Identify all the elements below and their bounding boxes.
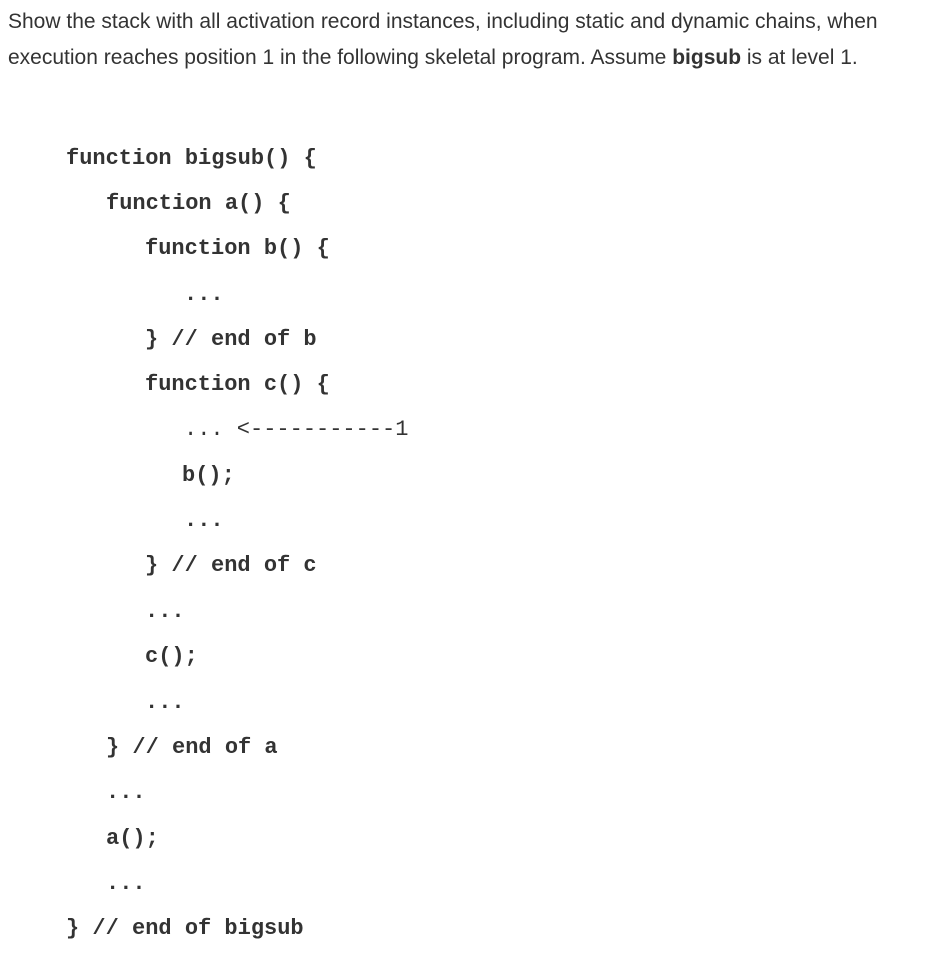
- question-text-part2: is at level 1.: [741, 46, 858, 69]
- code-line-a-end: } // end of a: [106, 735, 278, 760]
- code-line-bigsub-body-2: ...: [106, 871, 146, 896]
- bigsub-term: bigsub: [672, 46, 742, 69]
- code-line-a-start: function a() {: [106, 191, 291, 216]
- code-line-c-start: function c() {: [145, 372, 330, 397]
- code-line-b-body: ...: [184, 282, 224, 307]
- question-text-part1: Show the stack with all activation record instances, including static and dynamic chains, when execution reaches position 1 in the following skeletal program. Assume: [8, 10, 878, 69]
- position-1-marker: ... <-----------1: [184, 417, 409, 442]
- code-line-b-end: } // end of b: [145, 327, 317, 352]
- code-line-c-end: } // end of c: [145, 553, 317, 578]
- code-line-b-start: function b() {: [145, 236, 330, 261]
- code-line-a-body-1: ...: [145, 599, 185, 624]
- code-line-a-body-2: ...: [145, 690, 185, 715]
- code-line-bigsub-end: } // end of bigsub: [66, 916, 304, 941]
- code-line-c-body: ...: [184, 508, 224, 533]
- code-line-bigsub-start: function bigsub() {: [66, 146, 317, 171]
- code-line-c-call: c();: [145, 644, 198, 669]
- code-line-bigsub-body-1: ...: [106, 780, 146, 805]
- code-line-a-call: a();: [106, 826, 159, 851]
- code-line-b-call: b();: [182, 463, 235, 488]
